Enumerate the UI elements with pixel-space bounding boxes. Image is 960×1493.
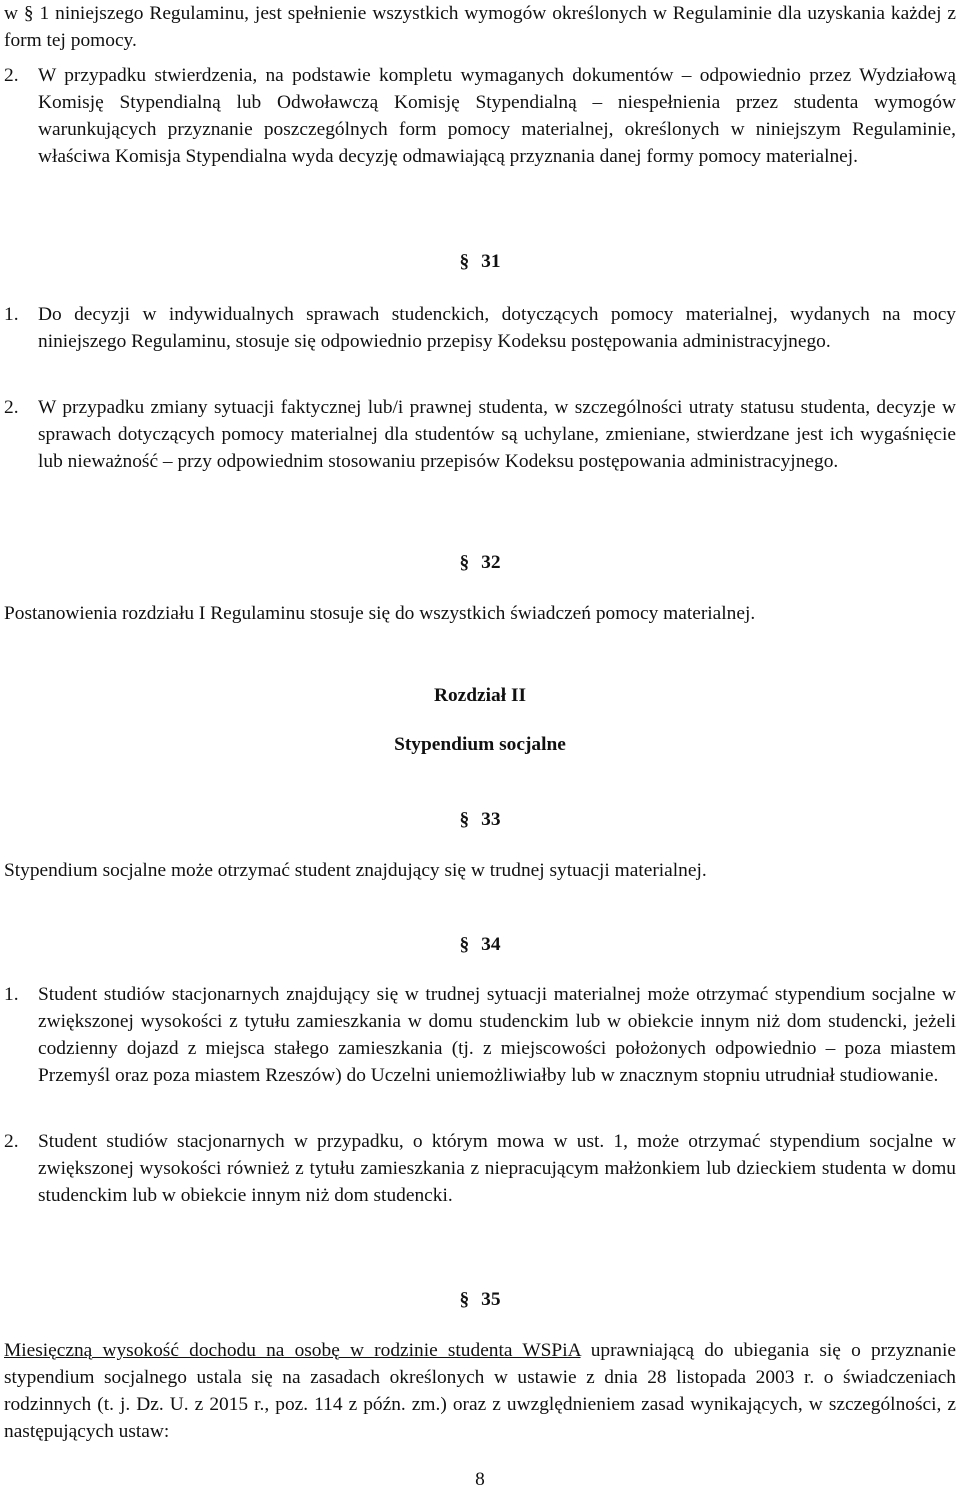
s33-paragraph: Stypendium socjalne może otrzymać student znajdujący się w trudnej sytuacji materialnej. — [4, 860, 707, 881]
page-number: 8 — [475, 1469, 485, 1490]
item-text: Student studiów stacjonarnych w przypadku, o którym mowa w ust. 1, może otrzymać stypendium socjalne w zwiększonej wysokości również z tytułu zamieszkania z niepracującym małżonkiem lub dzieckiem studenta w domu studenckim lub w obiekcie innym niż dom studencki. — [38, 1131, 956, 1206]
item-number: 2. — [4, 65, 19, 86]
item-number: 2. — [4, 1131, 19, 1152]
section-heading-31 — [0, 248, 960, 275]
paragraph-text: uprawniającą do ubiegania się o przyznanie stypendium socjalnego ustala się na zasadach określonych w ustawie z dnia 28 listopada 2003 r. o świadczeniach rodzinnych (t. j. Dz. U. z 2015 r., poz. 114 z późn. zm.) oraz z uwzględnieniem zasad wynikających, w szczególności, z następujących ustaw: — [4, 1340, 956, 1442]
section-heading-32 — [0, 549, 960, 576]
section-number: 31 — [481, 251, 501, 272]
section-sign: § — [459, 934, 470, 955]
section-sign: § — [459, 552, 470, 573]
section-sign: § — [459, 251, 470, 272]
s31-item-1 — [4, 301, 956, 355]
s34-item-1 — [4, 981, 956, 1089]
s30-item-2 — [4, 62, 956, 170]
s31-item-2 — [4, 394, 956, 475]
item-number: 1. — [4, 304, 19, 325]
item-number: 2. — [4, 397, 19, 418]
section-heading-33 — [0, 806, 960, 833]
s34-item-2 — [4, 1128, 956, 1209]
section-sign: § — [459, 1289, 470, 1310]
s35-paragraph — [4, 1337, 956, 1445]
section-number: 34 — [481, 934, 501, 955]
item-text: Do decyzji w indywidualnych sprawach studenckich, dotyczących pomocy materialnej, wydanych na mocy niniejszego Regulaminu, stosuje się odpowiednio przepisy Kodeksu postępowania administracyjnego. — [38, 304, 956, 352]
section-number: 35 — [481, 1289, 501, 1310]
section-number: 32 — [481, 552, 501, 573]
chapter-title: Rozdział II — [433, 685, 527, 706]
section-sign: § — [459, 809, 470, 830]
section-heading-34 — [0, 931, 960, 958]
chapter-subtitle: Stypendium socjalne — [394, 734, 566, 755]
continuation-paragraph: w § 1 niniejszego Regulaminu, jest spełnienie wszystkich wymogów określonych w Regulaminie dla uzyskania każdej z form tej pomocy. — [4, 3, 956, 51]
item-text: W przypadku zmiany sytuacji faktycznej lub/i prawnej studenta, w szczególności utraty statusu studenta, decyzje w sprawach dotyczących pomocy materialnej dla studentów są uchylane, zmieniane, stwierdzane jest ich wygaśnięcie lub nieważność – przy odpowiednim stosowaniu przepisów Kodeksu postępowania administracyjnego. — [38, 397, 956, 472]
item-number: 1. — [4, 984, 19, 1005]
section-heading-35 — [0, 1286, 960, 1313]
item-text: Student studiów stacjonarnych znajdujący się w trudnej sytuacji materialnej może otrzymać stypendium socjalne w zwiększonej wysokości z tytułu zamieszkania w domu studenckim lub w obiekcie innym niż dom studencki, jeżeli codzienny dojazd z miejsca stałego zamieszkania (tj. z miejscowości położonych odpowiednio – poza miastem Przemyśl oraz poza miastem Rzeszów) do Uczelni uniemożliwiałby lub w znacznym stopniu utrudniał studiowanie. — [38, 984, 956, 1086]
section-number: 33 — [481, 809, 501, 830]
item-text: W przypadku stwierdzenia, na podstawie kompletu wymaganych dokumentów – odpowiednio przez Wydziałową Komisję Stypendialną lub Odwoławczą Komisję Stypendialną – niespełnienia przez studenta wymogów warunkujących przyznanie poszczególnych form pomocy materialnej, określonych w niniejszym Regulaminie, właściwa Komisja Stypendialna wyda decyzję odmawiającą przyznania danej formy pomocy materialnej. — [38, 65, 956, 167]
underlined-phrase: Miesięczną wysokość dochodu na osobę w rodzinie studenta WSPiA — [4, 1340, 581, 1361]
s32-paragraph: Postanowienia rozdziału I Regulaminu stosuje się do wszystkich świadczeń pomocy materialnej. — [4, 603, 756, 624]
